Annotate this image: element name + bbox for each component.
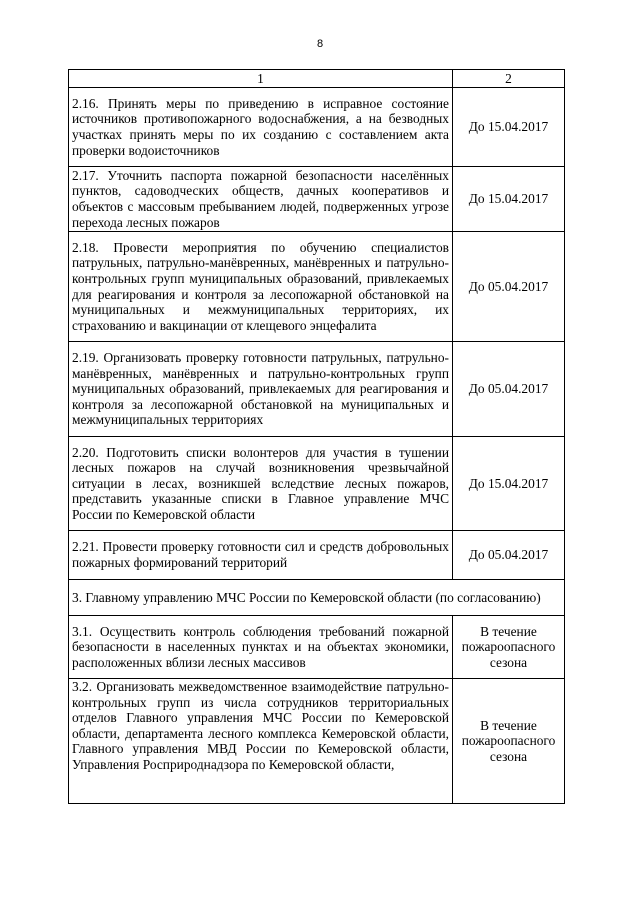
deadline-cell: До 05.04.2017: [453, 531, 565, 580]
table-row: [69, 167, 565, 232]
column-header-1: 1: [69, 70, 453, 88]
deadline-cell: До 05.04.2017: [453, 232, 565, 342]
column-header-2: 2: [453, 70, 565, 88]
deadline-cell: До 15.04.2017: [453, 88, 565, 167]
deadline-cell: В течение пожароопасного сезона: [453, 679, 565, 804]
deadline-cell: До 05.04.2017: [453, 342, 565, 437]
task-cell: 2.18. Провести мероприятия по обучению специалистов патрульных, патрульно-манёвренных, манёвренных и патрульно-контрольных групп муниципальных образований, привлекаемых для реагирования и контроля за лесопожарной обстановкой на муниципальных и межмуниципальных территориях, их страхованию и вакцинации от клещевого энцефалита: [69, 232, 453, 342]
table-header-row: [69, 70, 565, 88]
section-title: 3. Главному управлению МЧС России по Кемеровской области (по согласованию): [69, 580, 565, 616]
section-header-row: [69, 580, 565, 616]
table-row: [69, 232, 565, 342]
task-cell: 3.1. Осуществить контроль соблюдения требований пожарной безопасности в населенных пунктах и на объектах экономики, расположенных вблизи лесных массивов: [69, 616, 453, 679]
table-row: [69, 531, 565, 580]
task-cell: 2.21. Провести проверку готовности сил и средств добровольных пожарных формирований территорий: [69, 531, 453, 580]
deadline-cell: До 15.04.2017: [453, 167, 565, 232]
task-cell: 3.2. Организовать межведомственное взаимодействие патрульно-контрольных групп из числа сотрудников территориальных отделов Главного управления МЧС России по Кемеровской области, департамента лесного комплекса Кемеровской области, Главного управления МВД России по Кемеровской области, Управления Росприроднадзора по Кемеровской области,: [69, 679, 453, 804]
task-cell: 2.20. Подготовить списки волонтеров для участия в тушении лесных пожаров на случай возникновения чрезвычайной ситуации в лесах, возникшей вследствие лесных пожаров, представить указанные списки в Главное управление МЧС России по Кемеровской области: [69, 437, 453, 531]
action-plan-table: [68, 69, 565, 804]
table-row: [69, 679, 565, 804]
task-cell: 2.19. Организовать проверку готовности патрульных, патрульно-манёвренных, манёвренных и патрульно-контрольных групп муниципальных образований, привлекаемых для реагирования и контроля за лесопожарной обстановкой на муниципальных и межмуниципальных территориях: [69, 342, 453, 437]
task-cell: 2.16. Принять меры по приведению в исправное состояние источников противопожарного водоснабжения, а на безводных участках принять меры по их созданию с составлением акта проверки водоисточников: [69, 88, 453, 167]
table-row: [69, 437, 565, 531]
page-number: 8: [316, 38, 324, 50]
table-row: [69, 342, 565, 437]
deadline-cell: До 15.04.2017: [453, 437, 565, 531]
deadline-cell: В течение пожароопасного сезона: [453, 616, 565, 679]
task-cell: 2.17. Уточнить паспорта пожарной безопасности населённых пунктов, садоводческих обществ, дачных кооперативов и объектов с массовым пребыванием людей, подверженных угрозе перехода лесных пожаров: [69, 167, 453, 232]
table-row: [69, 616, 565, 679]
table-row: [69, 88, 565, 167]
